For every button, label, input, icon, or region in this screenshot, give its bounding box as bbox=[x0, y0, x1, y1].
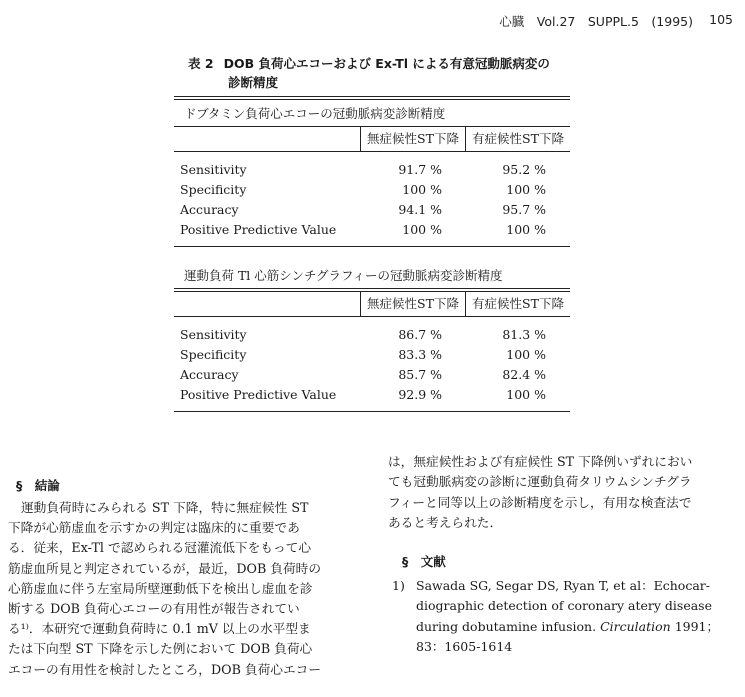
row-label: Sensitivity bbox=[180, 162, 247, 177]
text-line: 断する DOB 負荷心エコーの有用性が報告されてい bbox=[8, 601, 300, 617]
value-symptomatic: 82.4 % bbox=[502, 367, 546, 382]
row-label: Specificity bbox=[180, 182, 247, 197]
value-asymptomatic: 94.1 % bbox=[398, 202, 442, 217]
table-caption-line1: DOB 負荷心エコーおよび Ex-Tl による有意冠動脈病変の bbox=[223, 56, 550, 71]
table-section-dobutamine bbox=[174, 96, 570, 247]
table-section-thallium bbox=[174, 262, 570, 412]
value-symptomatic: 100 % bbox=[506, 347, 546, 362]
reference-number: 1) bbox=[392, 577, 405, 593]
table-row bbox=[174, 325, 570, 345]
row-label: Positive Predictive Value bbox=[180, 387, 337, 402]
text-line: たは下向型 ST 下降を示した例において DOB 負荷心 bbox=[8, 641, 313, 657]
text-line: は，無症候性および有症候性 ST 下降例いずれにおい bbox=[388, 454, 693, 469]
table-label: 表 2 bbox=[188, 56, 214, 71]
value-asymptomatic: 91.7 % bbox=[398, 162, 442, 177]
table-body bbox=[174, 317, 570, 412]
text-line: フィーと同等以上の診断精度を示し，有用な検査法で bbox=[388, 494, 692, 510]
text-line: あると考えられた． bbox=[388, 515, 503, 531]
table-header-row bbox=[174, 127, 570, 152]
value-asymptomatic: 83.3 % bbox=[398, 347, 442, 362]
value-asymptomatic: 85.7 % bbox=[398, 367, 442, 382]
header-blank-cell bbox=[174, 292, 360, 316]
row-label: Accuracy bbox=[180, 367, 239, 382]
column-header-asymptomatic: 無症候性ST下降 bbox=[360, 292, 465, 316]
table-row bbox=[174, 365, 570, 385]
table-caption bbox=[188, 54, 588, 92]
row-label: Accuracy bbox=[180, 202, 239, 217]
text-line: 運動負荷時にみられる ST 下降，特に無症候性 ST bbox=[21, 500, 309, 515]
left-column bbox=[8, 476, 358, 680]
references-heading: § 文献 bbox=[402, 553, 446, 569]
value-asymptomatic: 86.7 % bbox=[398, 327, 442, 342]
row-label: Positive Predictive Value bbox=[180, 222, 337, 237]
value-symptomatic: 100 % bbox=[506, 222, 546, 237]
page-number: 105 bbox=[709, 12, 733, 27]
value-symptomatic: 95.2 % bbox=[502, 162, 546, 177]
text-line: る．従来，Ex-Tl で認められる冠灌流低下をもって心 bbox=[8, 540, 312, 556]
text-line: る¹⁾．本研究で運動負荷時に 0.1 mV 以上の水平型ま bbox=[8, 621, 311, 637]
text-line: 心筋虚血に伴う左室局所壁運動低下を検出し虚血を診 bbox=[8, 580, 313, 596]
value-symptomatic: 81.3 % bbox=[502, 327, 546, 342]
reference-item bbox=[388, 576, 736, 658]
value-asymptomatic: 100 % bbox=[402, 182, 442, 197]
table-row bbox=[174, 160, 570, 180]
text-line: ても冠動脈病変の診断に運動負荷タリウムシンチグラ bbox=[388, 474, 692, 490]
section-title: ドブタミン負荷心エコーの冠動脈病変診断精度 bbox=[184, 106, 446, 121]
table-row bbox=[174, 385, 570, 405]
column-header-symptomatic: 有症候性ST下降 bbox=[465, 127, 570, 151]
value-asymptomatic: 92.9 % bbox=[398, 387, 442, 402]
text-line: 下降が心筋虚血を示すかの判定は臨床的に重要であ bbox=[8, 520, 300, 536]
journal-citation: 心臓 Vol.27 SUPPL.5 (1995) bbox=[499, 14, 693, 29]
value-asymptomatic: 100 % bbox=[402, 222, 442, 237]
column-header-symptomatic: 有症候性ST下降 bbox=[465, 292, 570, 316]
conclusion-continued bbox=[388, 452, 736, 534]
value-symptomatic: 100 % bbox=[506, 387, 546, 402]
section-title: 運動負荷 Tl 心筋シンチグラフィーの冠動脈病変診断精度 bbox=[184, 268, 503, 283]
header-blank-cell bbox=[174, 127, 360, 151]
value-symptomatic: 100 % bbox=[506, 182, 546, 197]
row-label: Specificity bbox=[180, 347, 247, 362]
journal-name: Circulation bbox=[600, 618, 671, 634]
table-caption-line2: 診断精度 bbox=[228, 75, 279, 90]
conclusion-paragraph bbox=[8, 498, 358, 680]
row-label: Sensitivity bbox=[180, 327, 247, 342]
table-row bbox=[174, 220, 570, 240]
column-header-asymptomatic: 無症候性ST下降 bbox=[360, 127, 465, 151]
text-line: 筋虚血所見と判定されているが，最近，DOB 負荷時の bbox=[8, 560, 322, 576]
right-column bbox=[388, 452, 736, 658]
table-row bbox=[174, 345, 570, 365]
value-symptomatic: 95.7 % bbox=[502, 202, 546, 217]
table-row bbox=[174, 180, 570, 200]
conclusion-heading: § 結論 bbox=[16, 478, 60, 493]
text-line: エコーの有用性を検討したところ，DOB 負荷心エコー bbox=[8, 661, 322, 677]
table-row bbox=[174, 200, 570, 220]
table-body bbox=[174, 152, 570, 247]
table-header-row bbox=[174, 292, 570, 317]
reference-text: Sawada SG, Segar DS, Ryan T, et al：Echocar- diographic detection of coronary atery disease during dobutamine infusion. Circulation 1991； 83：1605-1614 bbox=[416, 577, 719, 655]
